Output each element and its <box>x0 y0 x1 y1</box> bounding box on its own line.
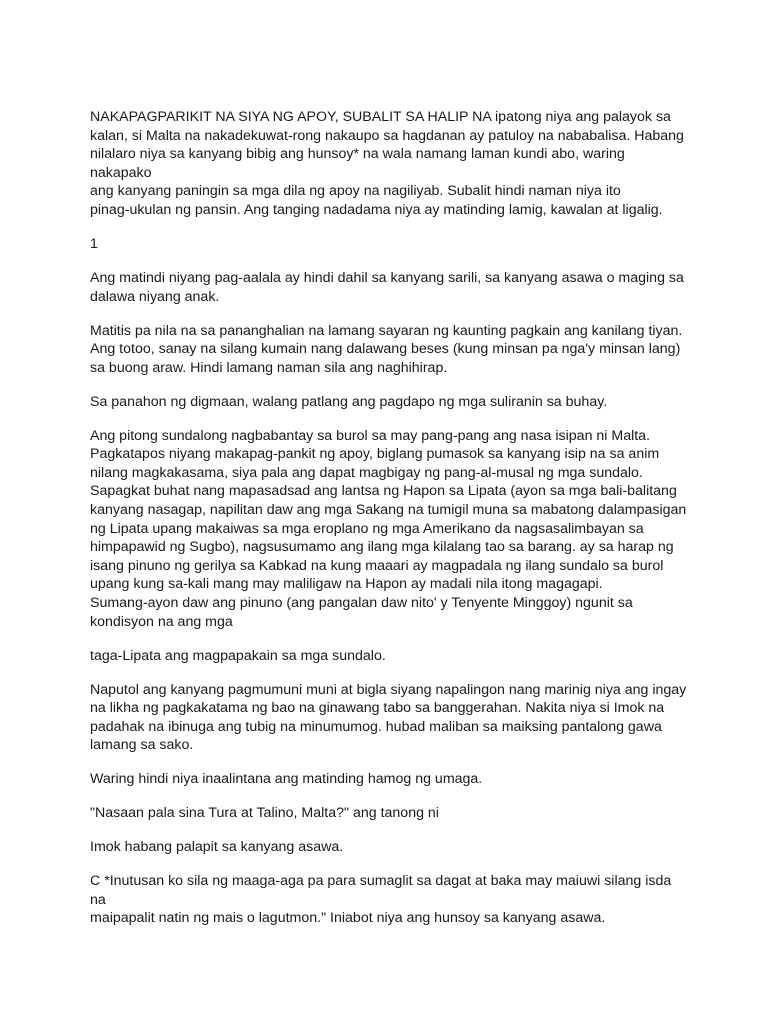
paragraph: Sa panahon ng digmaan, walang patlang ang pagdapo ng mga suliranin sa buhay. <box>90 393 608 410</box>
paragraph-dialogue: "Nasaan pala sina Tura at Talino, Malta?" ang tanong ni <box>90 805 439 822</box>
paragraph: taga-Lipata ang magpapakain sa mga sundalo. <box>90 647 386 664</box>
document-page <box>90 108 690 943</box>
paragraph: Matitis pa nila na sa pananghalian na lamang sayaran ng kaunting pagkain ang kanilang tiyan. Ang totoo, sanay na silang kumain nang dalawang beses (kung minsan pa nga'y minsan lang) sa buong araw. Hindi lamang naman sila ang naghihirap. <box>90 322 683 376</box>
paragraph-dialogue: C *Inutusan ko sila ng maaga-aga pa para sumaglit sa dagat at baka may maiuwi silang isda na maipapalit natin ng mais o lagutmon." Iniabot niya ang hunsoy sa kanyang asawa. <box>90 873 672 927</box>
paragraph: Ang matindi niyang pag-aalala ay hindi dahil sa kanyang sarili, sa kanyang asawa o maging sa dalawa niyang anak. <box>90 269 684 305</box>
paragraph: Naputol ang kanyang pagmumuni muni at bigla siyang napalingon nang marinig niya ang ingay na likha ng pagkakatama ng bao na ginawang tabo sa banggerahan. Nakita niya si Imok na padahak na ibinuga ang tubig na minumumog. hubad maliban sa maiksing pantalong gawa lamang sa sako. <box>90 681 687 754</box>
page-number: 1 <box>90 235 98 252</box>
paragraph: Imok habang palapit sa kanyang asawa. <box>90 839 344 856</box>
paragraph: Ang pitong sundalong nagbabantay sa burol sa may pang-pang ang nasa isipan ni Malta. Pagkatapos niyang makapag-pankit ng apoy, biglang pumasok sa kanyang isip na sa anim nilang magkakasama, siya pala ang dapat magbigay ng pang-al-musal ng mga sundalo. Sapagkat buhat nang mapasadsad ang lantsa ng Hapon sa Lipata (ayon sa mga bali-balitang kanyang nasagap, napilitan daw ang mga Sakang na tumigil muna sa mabatong dalampasigan ng Lipata upang makaiwas sa mga eroplano ng mga Amerikano da nagsasalimbayan sa himpapawid ng Sugbo), nagsusumamo ang ilang mga kilalang tao sa barang. ay sa harap ng isang pinuno ng gerilya sa Kabkad na kung maaari ay magpadala ng ilang sundalo sa burol upang kung sa-kali mang may maliligaw na Hapon ay madali nila itong magagapi. Sumang-ayon daw ang pinuno (ang pangalan daw nito' y Tenyente Minggoy) ngunit sa kondisyon na ang mga <box>90 427 687 630</box>
paragraph: Waring hindi niya inaalintana ang matinding hamog ng umaga. <box>90 771 483 788</box>
paragraph-opening: NAKAPAGPARIKIT NA SIYA NG APOY, SUBALIT SA HALIP NA ipatong niya ang palayok sa kalan, si Malta na nakadekuwat-rong nakaupo sa hagdanan ay patuloy na nababalisa. Habang nilalaro niya sa kanyang bibig ang hunsoy* na wala namang laman kundi abo, waring nakapako ang kanyang paningin sa mga dila ng apoy na nagiliyab. Subalit hindi naman niya ito pinag-ukulan ng pansin. Ang tanging nadadama niya ay matinding lamig, kawalan at ligalig. <box>90 109 684 218</box>
